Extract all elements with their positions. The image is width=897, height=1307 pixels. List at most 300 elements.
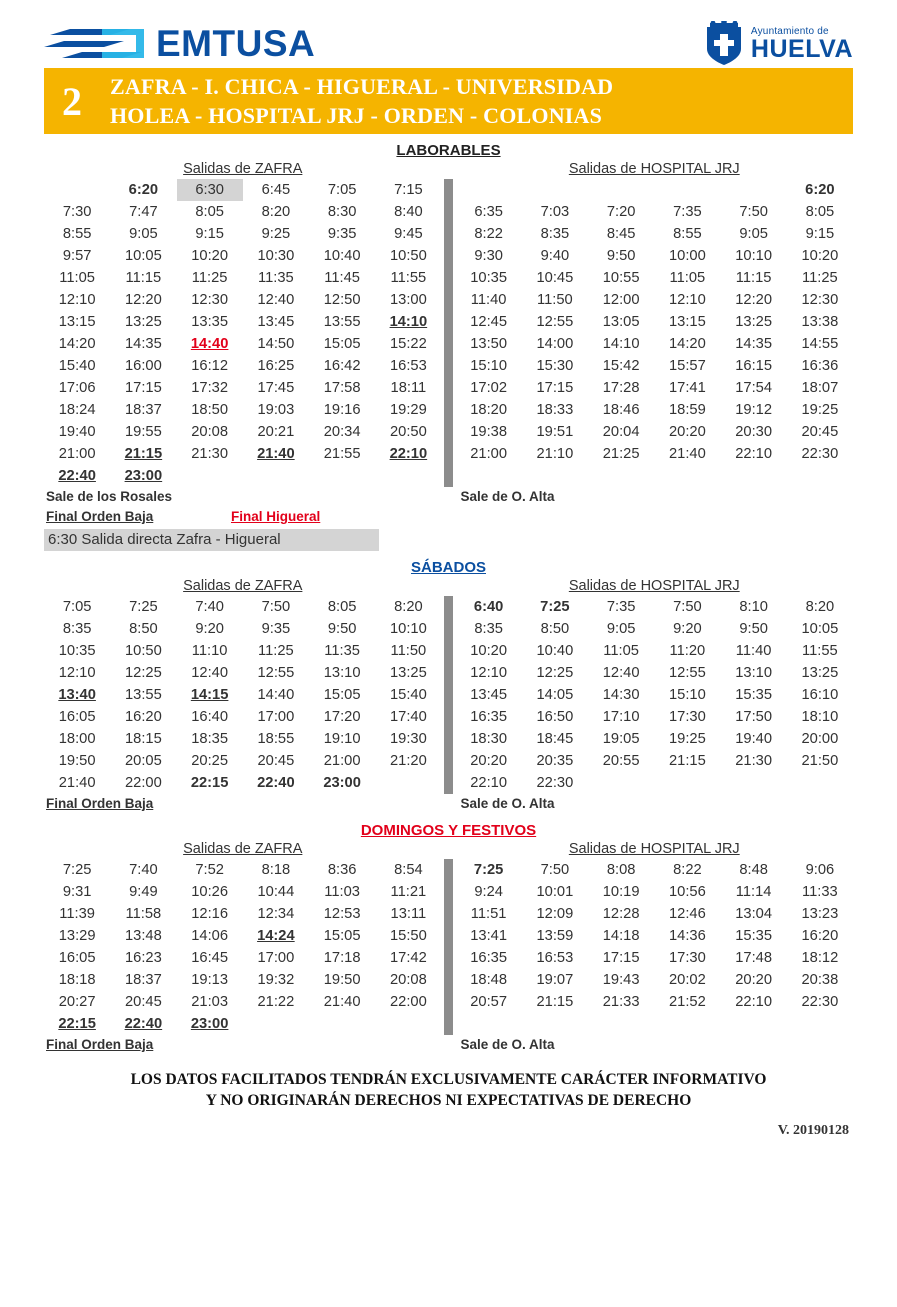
- time-cell: 23:00: [190, 1016, 229, 1032]
- table-row: [44, 377, 442, 399]
- time-cell: 21:00: [323, 753, 361, 769]
- table-row: [44, 201, 442, 223]
- time-cell: 16:05: [58, 950, 96, 966]
- schedule-section: [44, 142, 853, 551]
- time-cell: 19:32: [257, 972, 295, 988]
- section-note-row: [44, 1035, 853, 1055]
- time-cell: 12:20: [124, 292, 162, 308]
- time-cell: [588, 465, 654, 487]
- time-cell: 13:15: [58, 314, 96, 330]
- time-cell: 19:50: [58, 753, 96, 769]
- time-cell: [177, 465, 243, 487]
- time-cell: 15:22: [389, 336, 427, 352]
- table-row: [456, 223, 854, 245]
- time-cell: 12:34: [257, 906, 295, 922]
- time-cell: 11:25: [191, 270, 228, 286]
- route-title-line-2: HOLEA - HOSPITAL JRJ - ORDEN - COLONIAS: [110, 103, 603, 128]
- time-cell: [309, 1013, 375, 1035]
- time-cell: 11:39: [59, 906, 95, 922]
- time-cell: 19:38: [470, 424, 507, 440]
- time-cell: [787, 772, 853, 794]
- time-cell: 6:45: [261, 182, 291, 198]
- note-left: Sale de los Rosales: [46, 489, 173, 504]
- time-cell: [522, 465, 588, 487]
- ayuntamiento-logo: [704, 21, 853, 67]
- time-cell: [721, 465, 787, 487]
- time-cell: 11:40: [735, 643, 772, 659]
- time-cell: 16:42: [323, 358, 361, 374]
- time-cell: 22:00: [389, 994, 427, 1010]
- note-left-group: [44, 487, 439, 507]
- time-cell: 14:24: [257, 928, 295, 944]
- table-row: [44, 750, 442, 772]
- table-row: [44, 662, 442, 684]
- time-cell: 20:55: [602, 753, 640, 769]
- time-cell: 17:58: [323, 380, 361, 396]
- right-group-header: Salidas de HOSPITAL JRJ: [568, 161, 740, 177]
- time-cell: 21:15: [124, 446, 163, 462]
- note-left-group: [44, 794, 439, 814]
- time-cell: 18:07: [801, 380, 839, 396]
- time-cell: 12:55: [257, 665, 295, 681]
- time-cell: 20:02: [668, 972, 706, 988]
- direction-separator: [442, 179, 456, 487]
- huelva-label: HUELVA: [750, 34, 853, 63]
- time-cell: 19:16: [323, 402, 361, 418]
- time-cell: 9:50: [606, 248, 636, 264]
- table-row: [456, 991, 854, 1013]
- time-cell: 19:43: [602, 972, 640, 988]
- time-cell: 7:30: [62, 204, 92, 220]
- time-cell: 18:48: [470, 972, 507, 988]
- table-row: [456, 377, 854, 399]
- time-cell: [456, 179, 522, 201]
- time-cell: 8:50: [540, 621, 570, 637]
- time-cell: 19:13: [191, 972, 228, 988]
- time-cell: 15:10: [668, 687, 706, 703]
- emtusa-arrow-icon: [44, 25, 148, 63]
- time-cell: 21:00: [58, 446, 96, 462]
- time-cell: 19:40: [735, 731, 772, 747]
- table-row: [456, 706, 854, 728]
- table-row: [44, 881, 442, 903]
- time-cell: 19:55: [124, 424, 162, 440]
- time-cell: [243, 465, 309, 487]
- time-cell: 16:36: [801, 358, 839, 374]
- time-cell: 7:52: [195, 862, 224, 878]
- time-cell: 10:44: [257, 884, 295, 900]
- table-row: [44, 179, 442, 201]
- time-cell: 14:10: [602, 336, 640, 352]
- time-cell: 9:20: [673, 621, 702, 637]
- table-row: [44, 465, 442, 487]
- time-cell: 22:40: [124, 1016, 163, 1032]
- time-cell: 13:10: [323, 665, 361, 681]
- table-row: [456, 333, 854, 355]
- time-cell: 18:37: [124, 972, 162, 988]
- time-cell: 9:49: [129, 884, 158, 900]
- time-cell: 10:20: [191, 248, 228, 264]
- left-times-table: [44, 179, 442, 487]
- time-cell: 7:35: [673, 204, 702, 220]
- footer-disclaimer: [44, 1069, 853, 1111]
- table-row: [44, 333, 442, 355]
- time-cell: 7:50: [673, 599, 702, 615]
- schedule-sections: [44, 142, 853, 1055]
- time-cell: 11:20: [669, 643, 706, 659]
- time-cell: 15:10: [470, 358, 507, 374]
- time-cell: 22:15: [190, 775, 229, 791]
- left-times-table: [44, 859, 442, 1035]
- emtusa-logo: [44, 23, 315, 65]
- time-cell: 8:30: [327, 204, 357, 220]
- time-cell: 13:40: [58, 687, 96, 703]
- table-row: [44, 618, 442, 640]
- table-row: [44, 969, 442, 991]
- time-cell: 21:52: [668, 994, 706, 1010]
- time-cell: 13:55: [323, 314, 361, 330]
- table-row: [456, 311, 854, 333]
- time-cell: 22:10: [389, 446, 428, 462]
- time-cell: 12:55: [536, 314, 574, 330]
- time-cell: 8:55: [673, 226, 702, 242]
- time-cell: 16:35: [470, 709, 507, 725]
- time-cell: 14:18: [602, 928, 640, 944]
- table-row: [44, 925, 442, 947]
- time-cell: 21:55: [323, 446, 361, 462]
- time-cell: 9:40: [540, 248, 570, 264]
- time-cell: 21:33: [602, 994, 640, 1010]
- time-cell: 12:10: [668, 292, 706, 308]
- time-cell: 8:50: [129, 621, 158, 637]
- time-cell: 21:40: [323, 994, 361, 1010]
- time-cell: 20:27: [58, 994, 96, 1010]
- time-cell: 7:03: [540, 204, 570, 220]
- time-cell: 19:51: [536, 424, 574, 440]
- time-cell: 22:10: [735, 994, 772, 1010]
- table-row: [44, 859, 442, 881]
- time-cell: 12:50: [323, 292, 361, 308]
- note-right-group: [453, 1035, 854, 1055]
- right-times-table: [456, 596, 854, 794]
- time-cell: 10:05: [124, 248, 162, 264]
- time-cell: 16:20: [801, 928, 839, 944]
- route-title: [100, 68, 853, 134]
- time-cell: 17:18: [323, 950, 361, 966]
- time-cell: 20:08: [191, 424, 228, 440]
- footer-line-2: Y NO ORIGINARÁN DERECHOS NI EXPECTATIVAS DE DERECHO: [205, 1092, 692, 1109]
- schedule-section: [44, 822, 853, 1055]
- note-right-group: [453, 794, 854, 814]
- time-cell: 11:15: [125, 270, 162, 286]
- time-cell: 20:34: [323, 424, 361, 440]
- note-right: Sale de O. Alta: [460, 489, 555, 504]
- time-cell: [375, 1013, 441, 1035]
- time-cell: [309, 465, 375, 487]
- time-cell: 16:25: [257, 358, 295, 374]
- time-cell: 15:05: [323, 336, 361, 352]
- table-row: [456, 355, 854, 377]
- time-cell: 11:25: [258, 643, 294, 659]
- table-row: [456, 618, 854, 640]
- time-cell: 18:30: [470, 731, 507, 747]
- time-cell: 14:55: [801, 336, 839, 352]
- table-row: [456, 662, 854, 684]
- time-cell: 14:20: [58, 336, 96, 352]
- ayuntamiento-text: [751, 27, 853, 62]
- time-cell: 18:24: [58, 402, 96, 418]
- time-cell: 12:40: [602, 665, 640, 681]
- table-row: [456, 640, 854, 662]
- time-cell: 15:42: [602, 358, 640, 374]
- time-cell: 15:35: [735, 928, 772, 944]
- time-cell: 10:35: [470, 270, 507, 286]
- time-cell: 22:30: [801, 446, 839, 462]
- time-cell: 17:32: [191, 380, 228, 396]
- time-cell: [654, 465, 720, 487]
- table-row: [44, 596, 442, 618]
- time-cell: 7:25: [473, 862, 504, 878]
- time-cell: [522, 1013, 588, 1035]
- time-cell: 10:10: [389, 621, 427, 637]
- time-cell: 8:20: [394, 599, 423, 615]
- time-cell: 11:21: [390, 884, 427, 900]
- time-cell: 18:18: [58, 972, 96, 988]
- time-cell: 20:21: [257, 424, 295, 440]
- time-cell: 9:35: [261, 621, 291, 637]
- time-cell: 15:57: [668, 358, 706, 374]
- times-grid: [44, 596, 853, 794]
- route-title-bar: [44, 68, 853, 134]
- time-cell: 12:46: [668, 906, 706, 922]
- time-cell: 11:14: [735, 884, 772, 900]
- right-group-header: Salidas de HOSPITAL JRJ: [568, 841, 740, 857]
- schedule-section: [44, 559, 853, 814]
- time-cell: 7:25: [129, 599, 158, 615]
- time-cell: 8:45: [606, 226, 636, 242]
- time-cell: 9:25: [261, 226, 291, 242]
- time-cell: 19:03: [257, 402, 295, 418]
- direction-separator: [442, 859, 456, 1035]
- time-cell: 21:03: [191, 994, 228, 1010]
- time-cell: 8:35: [540, 226, 570, 242]
- column-group-headers: [44, 161, 853, 177]
- time-cell: 13:10: [735, 665, 772, 681]
- time-cell: 19:25: [801, 402, 839, 418]
- time-cell: 10:35: [58, 643, 96, 659]
- time-cell: 15:35: [735, 687, 772, 703]
- time-cell: 12:09: [536, 906, 574, 922]
- time-cell: 12:25: [124, 665, 162, 681]
- time-cell: 13:15: [668, 314, 706, 330]
- time-cell: 19:10: [323, 731, 361, 747]
- time-cell: 9:50: [739, 621, 768, 637]
- time-cell: 9:31: [62, 884, 92, 900]
- time-cell: 14:50: [257, 336, 295, 352]
- time-cell: 21:20: [389, 753, 427, 769]
- note-right-group: [453, 487, 854, 507]
- table-row: [456, 859, 854, 881]
- time-cell: 14:36: [668, 928, 706, 944]
- time-cell: 17:06: [58, 380, 96, 396]
- time-cell: 16:45: [191, 950, 228, 966]
- time-cell: 16:20: [124, 709, 162, 725]
- time-cell: [456, 465, 522, 487]
- time-cell: 12:40: [191, 665, 228, 681]
- table-row: [44, 223, 442, 245]
- time-cell: 16:53: [536, 950, 574, 966]
- time-cell: 12:25: [536, 665, 574, 681]
- table-row: [44, 991, 442, 1013]
- time-cell: 7:50: [540, 862, 570, 878]
- time-cell: 6:20: [805, 182, 835, 198]
- time-cell: 13:29: [58, 928, 96, 944]
- time-cell: 13:25: [735, 314, 772, 330]
- time-cell: 10:01: [536, 884, 574, 900]
- time-cell: 20:45: [124, 994, 162, 1010]
- time-cell: 14:35: [124, 336, 162, 352]
- time-cell: 7:05: [62, 599, 92, 615]
- time-cell: [522, 179, 588, 201]
- table-row: [456, 969, 854, 991]
- time-cell: 21:30: [735, 753, 772, 769]
- note-left: Final Orden Baja: [46, 796, 154, 811]
- time-cell: 7:47: [129, 204, 158, 220]
- time-cell: 15:40: [58, 358, 96, 374]
- time-cell: 18:35: [191, 731, 228, 747]
- time-cell: 20:20: [735, 972, 772, 988]
- header-separator: [442, 578, 456, 594]
- column-group-headers: [44, 578, 853, 594]
- time-cell: 9:24: [474, 884, 503, 900]
- time-cell: 22:30: [801, 994, 839, 1010]
- time-cell: 16:50: [536, 709, 574, 725]
- time-cell: 19:29: [389, 402, 427, 418]
- time-cell: 15:40: [389, 687, 427, 703]
- time-cell: 17:15: [124, 380, 162, 396]
- time-cell: 8:18: [261, 862, 291, 878]
- time-cell: 16:12: [191, 358, 228, 374]
- time-cell: 19:07: [536, 972, 574, 988]
- column-group-headers: [44, 841, 853, 857]
- time-cell: 20:45: [801, 424, 839, 440]
- time-cell: 10:20: [470, 643, 507, 659]
- time-cell: 20:38: [801, 972, 839, 988]
- table-row: [44, 399, 442, 421]
- time-cell: 14:40: [190, 336, 229, 352]
- right-group-header: Salidas de HOSPITAL JRJ: [568, 578, 740, 594]
- section-note-row: [44, 507, 853, 527]
- table-row: [44, 289, 442, 311]
- time-cell: 18:50: [191, 402, 228, 418]
- time-cell: 18:59: [668, 402, 706, 418]
- time-cell: 17:48: [735, 950, 772, 966]
- time-cell: 10:50: [389, 248, 427, 264]
- time-cell: 17:54: [735, 380, 772, 396]
- note-right: Sale de O. Alta: [460, 1037, 555, 1052]
- table-row: [456, 421, 854, 443]
- time-cell: 17:42: [389, 950, 427, 966]
- emtusa-wordmark: EMTUSA: [156, 23, 316, 64]
- time-cell: 18:55: [257, 731, 295, 747]
- time-cell: 11:51: [470, 906, 507, 922]
- note-left: Final Orden Baja: [46, 509, 154, 524]
- direction-separator: [442, 596, 456, 794]
- time-cell: 10:50: [124, 643, 162, 659]
- time-cell: [654, 1013, 720, 1035]
- table-row: [44, 772, 442, 794]
- time-cell: 19:30: [389, 731, 427, 747]
- time-cell: 16:00: [124, 358, 162, 374]
- time-cell: 18:12: [801, 950, 839, 966]
- time-cell: 13:48: [124, 928, 162, 944]
- time-cell: 21:22: [257, 994, 295, 1010]
- time-cell: 8:05: [195, 204, 224, 220]
- time-cell: 17:15: [602, 950, 640, 966]
- times-grid: [44, 859, 853, 1035]
- time-cell: 13:11: [390, 906, 427, 922]
- time-cell: 14:15: [190, 687, 229, 703]
- time-cell: 20:57: [470, 994, 507, 1010]
- time-cell: 8:54: [394, 862, 423, 878]
- time-cell: 8:20: [261, 204, 291, 220]
- time-cell: 15:30: [536, 358, 574, 374]
- time-cell: 21:15: [536, 994, 574, 1010]
- separator-bar: [444, 596, 453, 794]
- time-cell: 11:50: [390, 643, 427, 659]
- table-row: [456, 947, 854, 969]
- table-row: [456, 728, 854, 750]
- time-cell: 8:22: [474, 226, 503, 242]
- time-cell: 18:15: [124, 731, 162, 747]
- time-cell: 8:48: [739, 862, 768, 878]
- time-cell: 13:23: [801, 906, 839, 922]
- time-cell: 22:00: [124, 775, 162, 791]
- header-separator: [442, 161, 456, 177]
- time-cell: 14:30: [602, 687, 640, 703]
- time-cell: 11:55: [390, 270, 427, 286]
- direct-service-note: 6:30 Salida directa Zafra - Higueral: [44, 529, 379, 551]
- time-cell: 20:45: [257, 753, 295, 769]
- section-note-row: [44, 794, 853, 814]
- table-row: [456, 596, 854, 618]
- time-cell: 11:40: [470, 292, 507, 308]
- time-cell: 13:04: [735, 906, 772, 922]
- time-cell: 18:20: [470, 402, 507, 418]
- time-cell: 17:00: [257, 709, 295, 725]
- time-cell: 21:40: [668, 446, 706, 462]
- note-right: Sale de O. Alta: [460, 796, 555, 811]
- time-cell: 20:25: [191, 753, 228, 769]
- time-cell: 18:11: [390, 380, 427, 396]
- time-cell: 10:05: [801, 621, 839, 637]
- time-cell: [588, 179, 654, 201]
- note-left-group: [44, 507, 439, 527]
- time-cell: 21:30: [191, 446, 228, 462]
- time-cell: 19:05: [602, 731, 640, 747]
- page-header: [44, 0, 853, 62]
- table-row: [456, 245, 854, 267]
- time-cell: 17:15: [536, 380, 574, 396]
- time-cell: 17:45: [257, 380, 295, 396]
- time-cell: 13:55: [124, 687, 162, 703]
- note-left: Final Orden Baja: [46, 1037, 154, 1052]
- separator-bar: [444, 859, 453, 1035]
- time-cell: 12:10: [58, 292, 96, 308]
- time-cell: [721, 179, 787, 201]
- table-row: [44, 728, 442, 750]
- table-row: [456, 1013, 854, 1035]
